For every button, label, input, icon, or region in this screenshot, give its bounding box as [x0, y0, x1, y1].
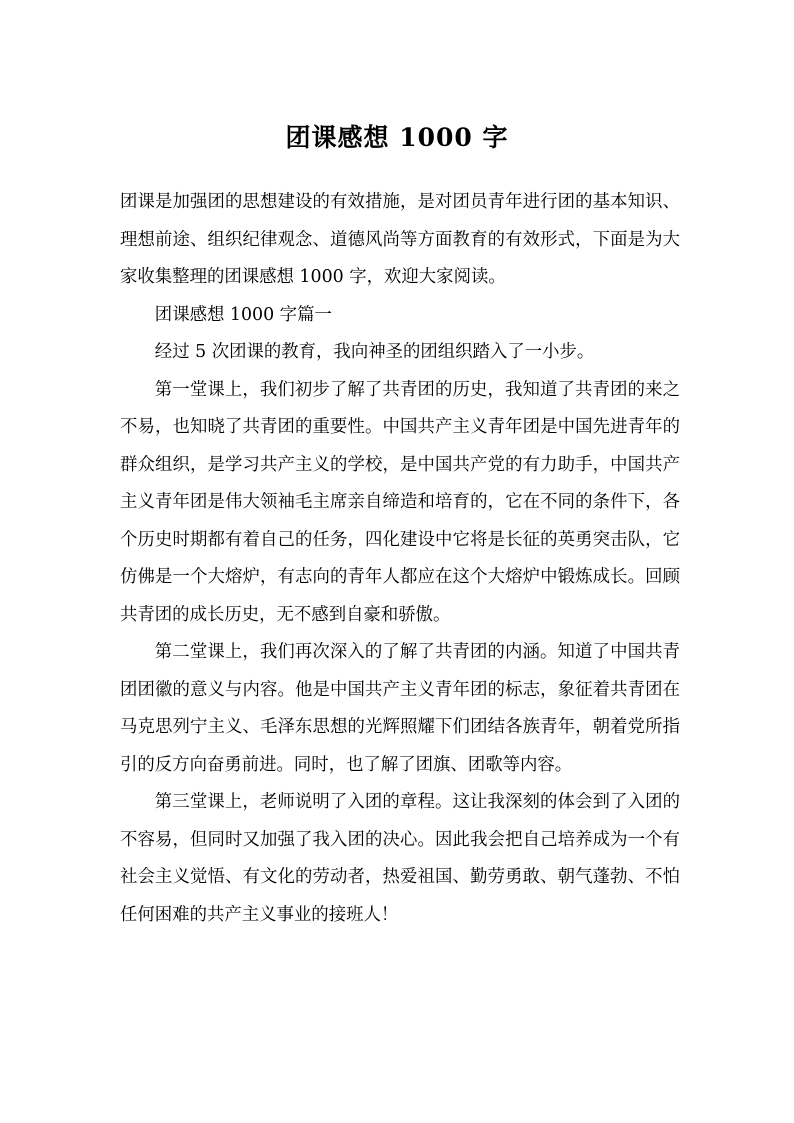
document-title: 团课感想 1000 字	[285, 123, 509, 152]
body-paragraph-2: 第一堂课上，我们初步了解了共青团的历史，我知道了共青团的来之不易，也知晓了共青团的重要性。中国共产主义青年团是中国先进青年的群众组织，是学习共产主义的学校，是中国共产党的有力助手，中国共产主义青年团是伟大领袖毛主席亲自缔造和培育的，它在不同的条件下，各个历史时期都有着自己的任务，四化建设中它将是长征的英勇突击队，它仿佛是一个大熔炉，有志向的青年人都应在这个大熔炉中锻炼成长。回顾共青团的成长历史，无不感到自豪和骄傲。	[120, 379, 680, 625]
body-paragraph-3: 第二堂课上，我们再次深入的了解了共青团的内涵。知道了中国共青团团徽的意义与内容。他是中国共产主义青年团的标志，象征着共青团在马克思列宁主义、毛泽东思想的光辉照耀下们团结各族青年，朝着党所指引的反方向奋勇前进。同时，也了解了团旗、团歌等内容。	[120, 642, 680, 775]
intro-paragraph: 团课是加强团的思想建设的有效措施，是对团员青年进行团的基本知识、理想前途、组织纪律观念、道德风尚等方面教育的有效形式，下面是为大家收集整理的团课感想 1000 字，欢迎大家阅读。	[120, 192, 680, 287]
section-heading: 团课感想 1000 字篇一	[154, 304, 332, 325]
document-body	[120, 184, 680, 934]
body-paragraph-1: 经过 5 次团课的教育，我向神圣的团组织踏入了一小步。	[154, 342, 595, 362]
body-paragraph-4: 第三堂课上，老师说明了入团的章程。这让我深刻的体会到了入团的不容易，但同时又加强了我入团的决心。因此我会把自己培养成为一个有社会主义觉悟、有文化的劳动者，热爱祖国、勤劳勇敢、朝气蓬勃、不怕任何困难的共产主义事业的接班人！	[120, 792, 680, 925]
